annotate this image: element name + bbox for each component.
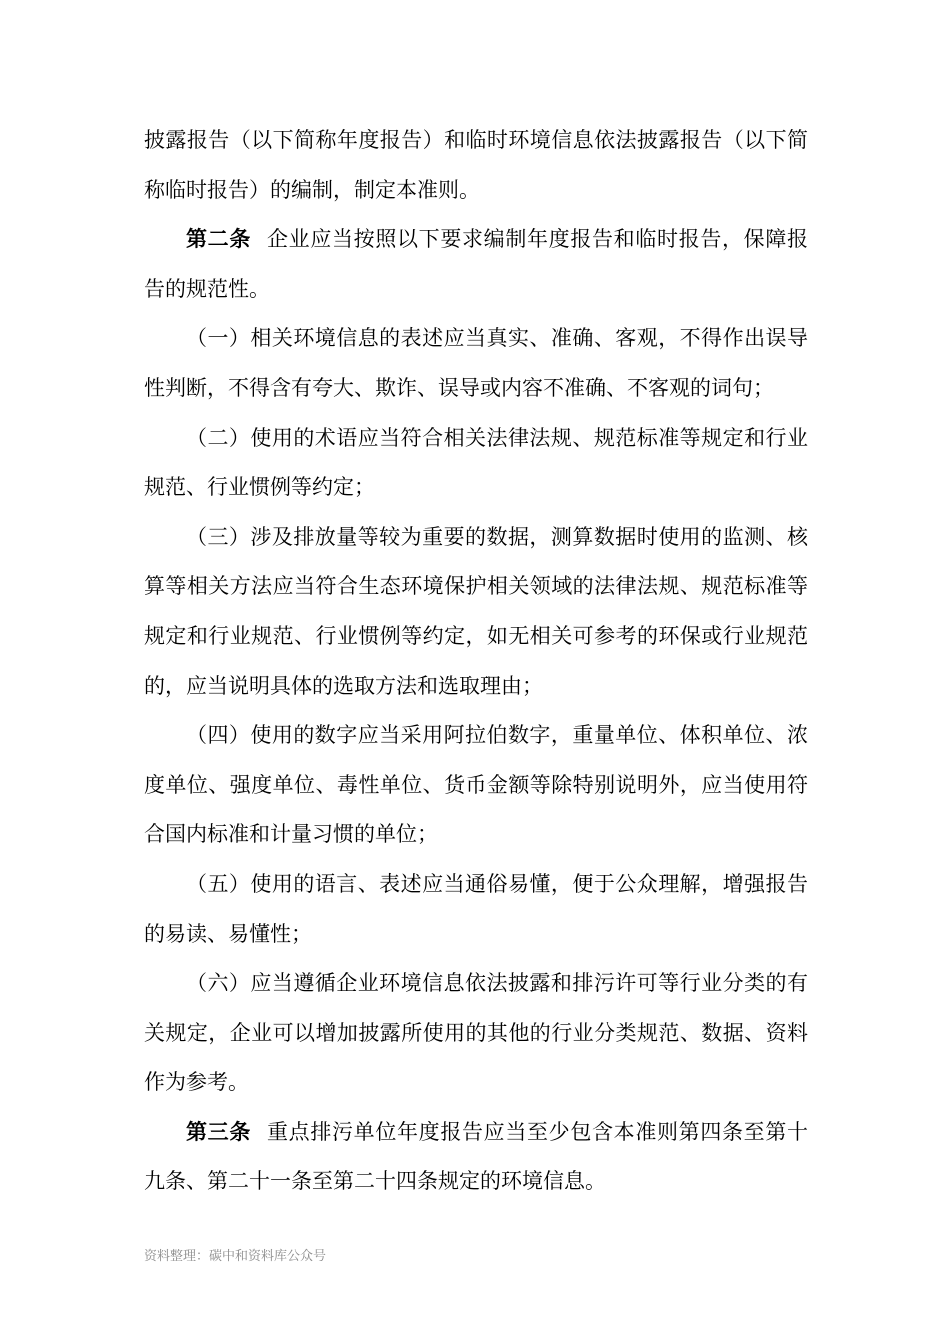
article-label: 第二条 [186,227,251,252]
paragraph-text: （三）涉及排放量等较为重要的数据，测算数据时使用的监测、核算等相关方法应当符合生态环境保护相关领域的法律法规、规范标准等规定和行业规范、行业惯例等约定，如无相关可参考的环保或行业规范的，应当说明具体的选取方法和选取理由； [144,524,808,698]
paragraph-intro-continuation [144,116,808,215]
paragraph-article-3 [144,1108,808,1207]
footer-source-note: 资料整理：碳中和资料库公众号 [144,1249,327,1264]
paragraph-text: （二）使用的术语应当符合相关法律法规、规范标准等规定和行业规范、行业惯例等约定； [144,425,808,500]
paragraph-text: （四）使用的数字应当采用阿拉伯数字，重量单位、体积单位、浓度单位、强度单位、毒性单位、货币金额等除特别说明外，应当使用符合国内标准和计量习惯的单位； [144,723,808,847]
article-label: 第三条 [186,1119,251,1144]
paragraph-text: 企业应当按照以下要求编制年度报告和临时报告，保障报告的规范性。 [144,227,808,301]
paragraph-article-2-item-3 [144,513,808,711]
paragraph-article-2-item-6 [144,959,808,1108]
paragraph-text: 重点排污单位年度报告应当至少包含本准则第四条至第十九条、第二十一条至第二十四条规定的环境信息。 [144,1119,808,1194]
paragraph-text: （六）应当遵循企业环境信息依法披露和排污许可等行业分类的有关规定，企业可以增加披露所使用的其他的行业分类规范、数据、资料作为参考。 [144,971,808,1095]
paragraph-article-2-item-1 [144,314,808,413]
paragraph-article-2-item-5 [144,860,808,959]
document-body [144,116,808,1207]
paragraph-article-2-item-2 [144,414,808,513]
paragraph-article-2 [144,215,808,314]
paragraph-article-2-item-4 [144,711,808,860]
paragraph-text: 披露报告（以下简称年度报告）和临时环境信息依法披露报告（以下简称临时报告）的编制，制定本准则。 [144,128,808,202]
paragraph-text: （一）相关环境信息的表述应当真实、准确、客观，不得作出误导性判断，不得含有夸大、欺诈、误导或内容不准确、不客观的词句； [144,326,808,400]
paragraph-text: （五）使用的语言、表述应当通俗易懂，便于公众理解，增强报告的易读、易懂性； [144,871,808,946]
